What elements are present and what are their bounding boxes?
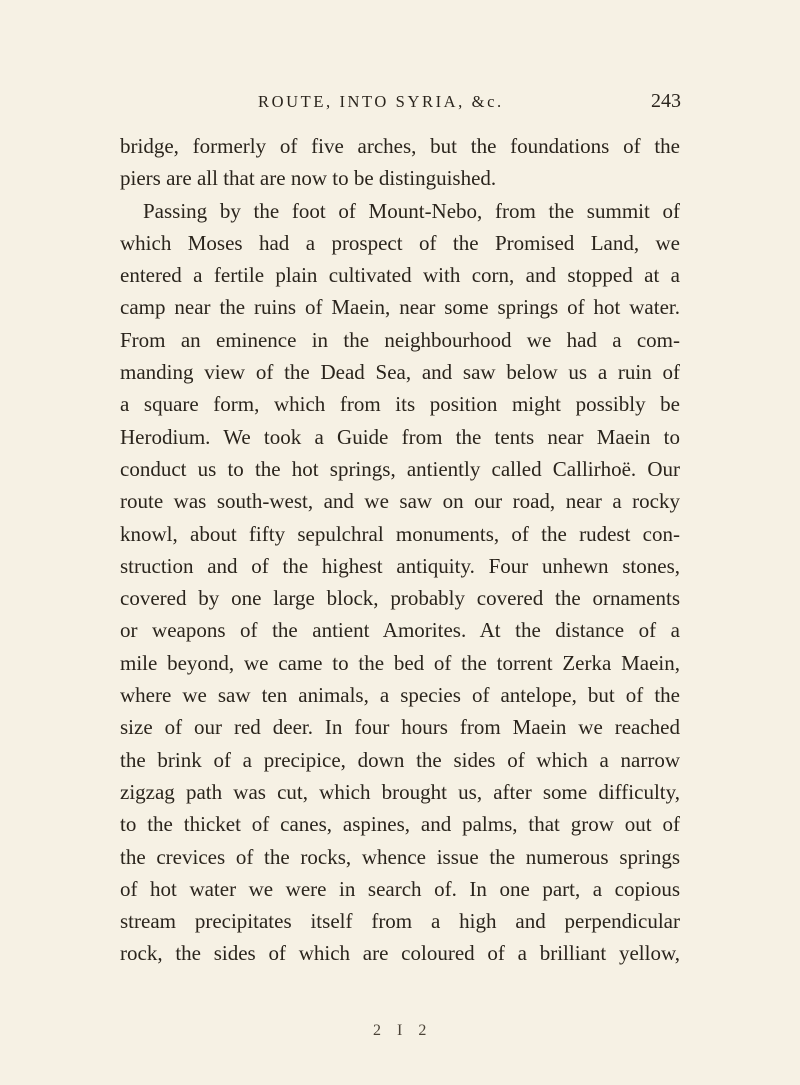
text-line: where we saw ten animals, a species of antelope, but of the [120,683,680,708]
text-line: bridge, formerly of five arches, but the foundations of the [120,134,680,158]
text-line: conduct us to the hot springs, antiently called Callirhoë. Our [120,456,680,481]
text-line: the crevices of the rocks, whence issue the numerous springs [120,844,680,869]
text-line: of hot water we were in search of. In one part, a copious [120,876,680,901]
text-line: to the thicket of canes, aspines, and palms, that grow out of [120,812,680,837]
text-line: Herodium. We took a Guide from the tents near Maein to [120,424,680,449]
text-line: the brink of a precipice, down the sides of which a narrow [120,747,680,772]
text-line: covered by one large block, probably covered the ornaments [120,586,680,611]
text-line: mile beyond, we came to the bed of the torrent Zerka Maein, [120,650,680,675]
text-line: stream precipitates itself from a high and perpendicular [120,909,680,934]
text-line: piers are all that are now to be distinguished. [120,166,497,191]
page-number: 243 [651,90,681,112]
running-head [0,92,800,120]
text-line: route was south-west, and we saw on our road, near a rocky [120,489,680,514]
text-line: From an eminence in the neighbourhood we had a com- [120,327,680,352]
text-line: or weapons of the antient Amorites. At the distance of a [120,618,680,643]
body-text [120,130,680,970]
text-line: zigzag path was cut, which brought us, after some difficulty, [120,779,680,804]
text-line: entered a fertile plain cultivated with corn, and stopped at a [120,263,680,288]
text-line: camp near the ruins of Maein, near some springs of hot water. [120,295,680,320]
text-line: rock, the sides of which are coloured of a brilliant yellow, [120,941,680,966]
running-head-title: ROUTE, INTO SYRIA, &c. [258,92,504,111]
text-line: which Moses had a prospect of the Promised Land, we [120,230,680,255]
text-line: knowl, about fifty sepulchral monuments, of the rudest con- [120,521,680,546]
signature-mark: 2 I 2 [373,1022,433,1039]
text-line: a square form, which from its position might possibly be [120,392,680,417]
text-line: size of our red deer. In four hours from Maein we reached [120,715,680,740]
text-line: struction and of the highest antiquity. Four unhewn stones, [120,553,680,578]
text-line: manding view of the Dead Sea, and saw below us a ruin of [120,360,680,385]
text-line: Passing by the foot of Mount-Nebo, from the summit of [143,198,680,223]
